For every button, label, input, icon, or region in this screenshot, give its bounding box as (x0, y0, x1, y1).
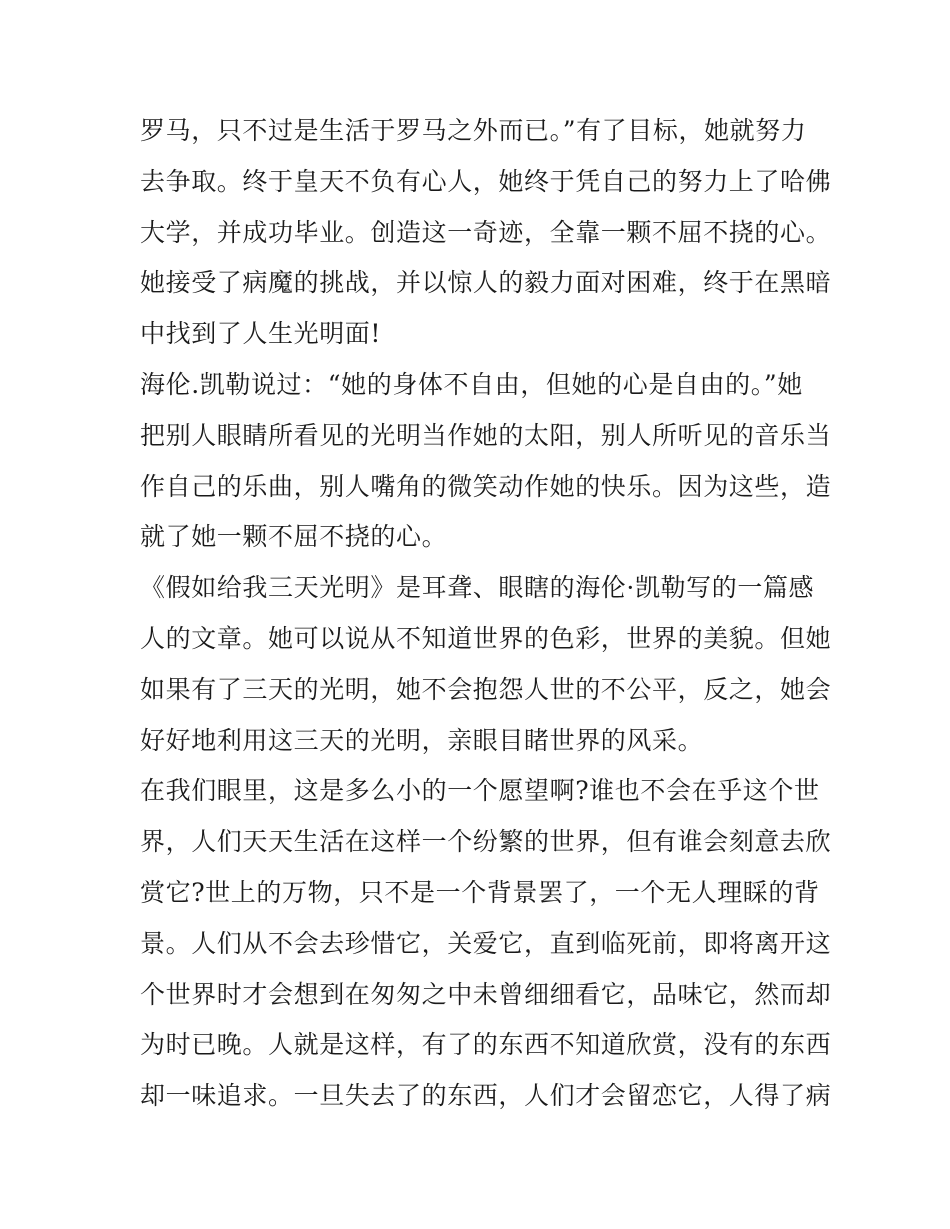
text-line: 为时已晚。人就是这样，有了的东西不知道欣赏，没有的东西 (140, 1030, 832, 1060)
text-line: 景。人们从不会去珍惜它，关爱它，直到临死前，即将离开这 (140, 928, 832, 958)
text-line: 好好地利用这三天的光明，亲眼目睹世界的风采。 (140, 725, 704, 755)
text-line: 赏它?世上的万物，只不是一个背景罢了，一个无人理睬的背 (140, 877, 820, 907)
text-line: 人的文章。她可以说从不知道世界的色彩，世界的美貌。但她 (140, 623, 832, 653)
text-line: 就了她一颗不屈不挠的心。 (140, 522, 448, 552)
text-line: 去争取。终于皇天不负有心人，她终于凭自己的努力上了哈佛 (140, 166, 832, 196)
text-line: 《假如给我三天光明》是耳聋、眼瞎的海伦·凯勒写的一篇感 (140, 573, 815, 603)
text-line: 却一味追求。一旦失去了的东西，人们才会留恋它，人得了病 (140, 1081, 832, 1111)
text-line: 中找到了人生光明面! (140, 319, 382, 349)
text-line: 海伦.凯勒说过：“她的身体不自由，但她的心是自由的。”她 (140, 369, 803, 399)
text-line: 如果有了三天的光明，她不会抱怨人世的不公平，反之，她会 (140, 674, 832, 704)
text-line: 在我们眼里，这是多么小的一个愿望啊?谁也不会在乎这个世 (140, 776, 820, 806)
body-text (140, 106, 832, 1122)
text-line: 界，人们天天生活在这样一个纷繁的世界，但有谁会刻意去欣 (140, 827, 832, 857)
text-line: 大学，并成功毕业。创造这一奇迹，全靠一颗不屈不挠的心。 (140, 217, 832, 247)
text-line: 个世界时才会想到在匆匆之中未曾细细看它，品味它，然而却 (140, 979, 832, 1009)
text-line: 罗马，只不过是生活于罗马之外而已。”有了目标，她就努力 (140, 116, 807, 145)
text-line: 把别人眼睛所看见的光明当作她的太阳，别人所听见的音乐当 (140, 420, 832, 450)
text-line: 作自己的乐曲，别人嘴角的微笑动作她的快乐。因为这些，造 (140, 471, 832, 501)
text-line: 她接受了病魔的挑战，并以惊人的毅力面对困难，终于在黑暗 (140, 268, 832, 298)
